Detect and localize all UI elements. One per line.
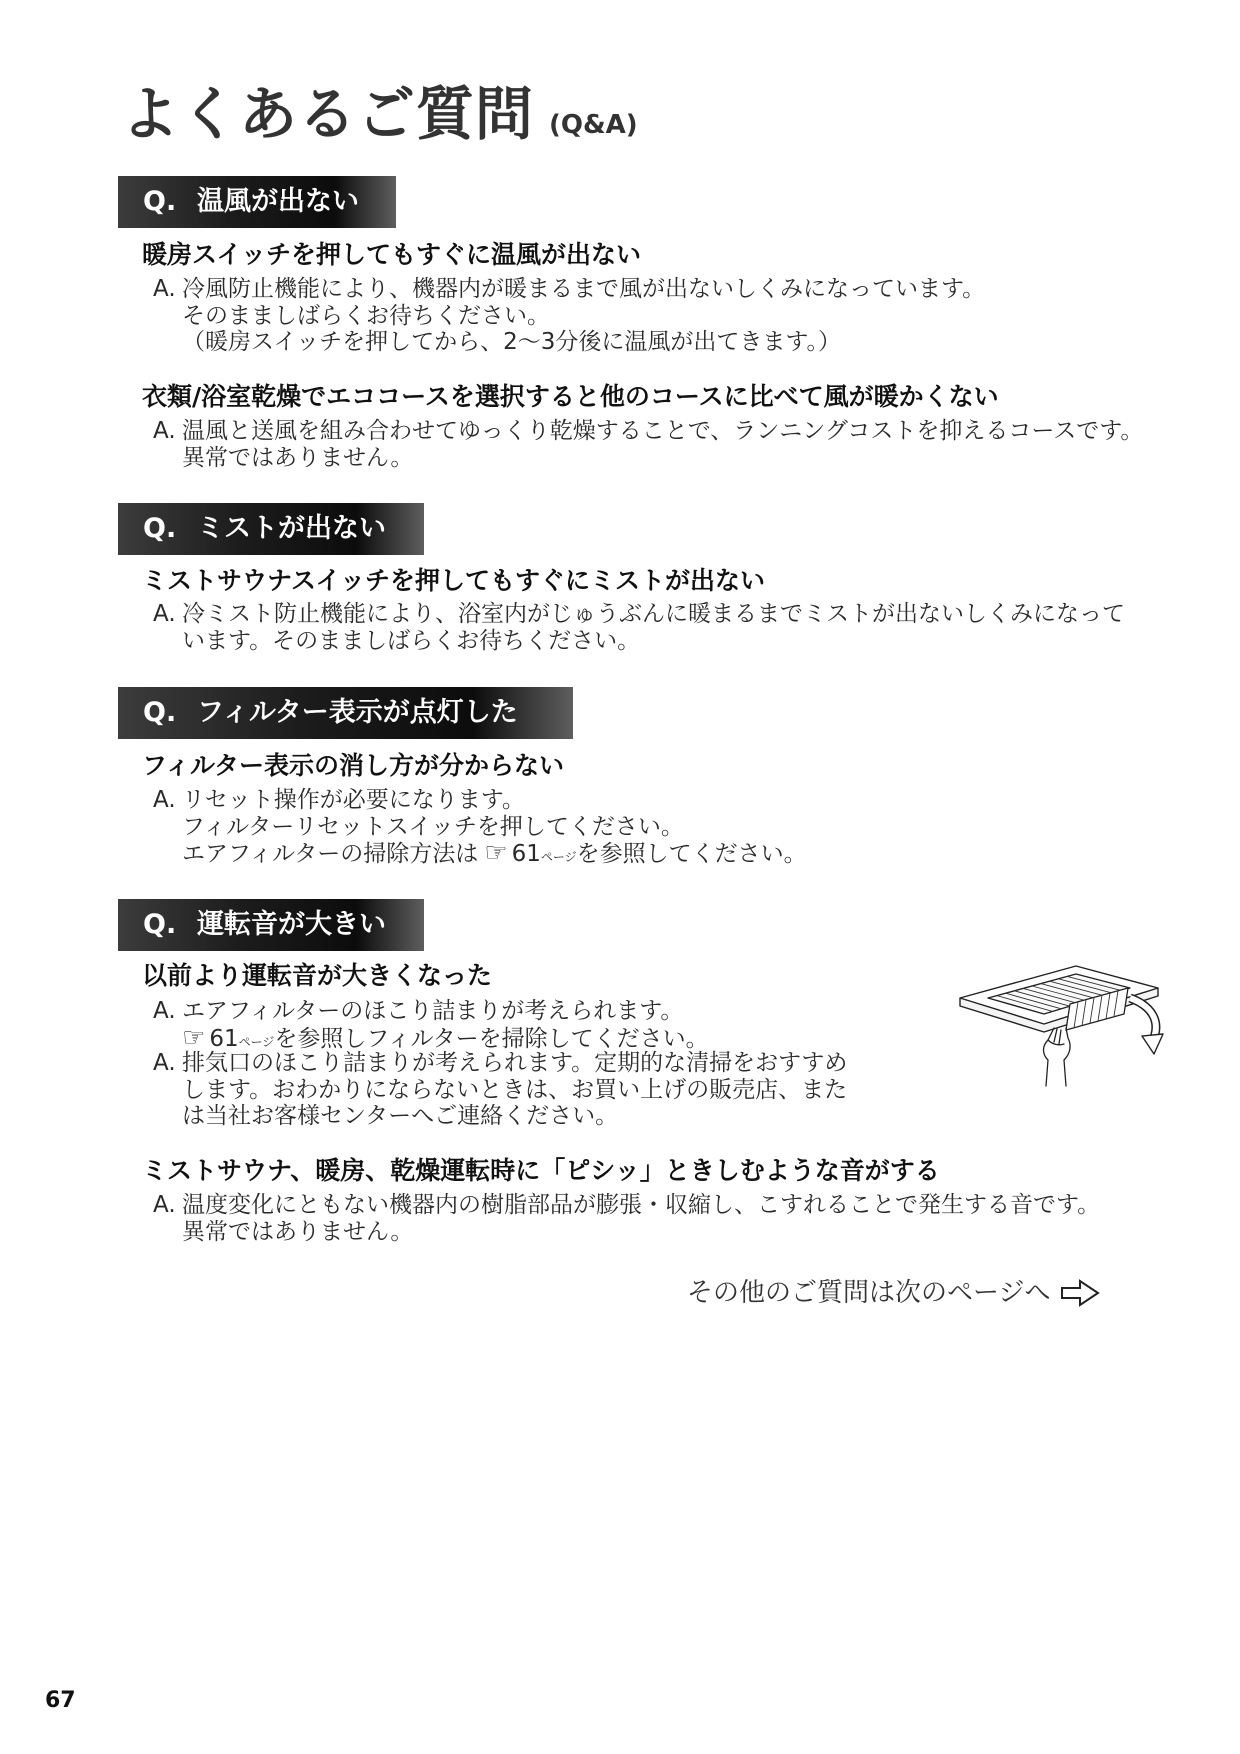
filter-removal-illustration <box>958 958 1168 1088</box>
answer-text <box>182 787 807 867</box>
pull-arrow <box>1130 998 1163 1054</box>
question-marker: Q. <box>143 186 177 217</box>
question-marker: Q. <box>143 697 177 728</box>
question-category-bar <box>118 503 424 555</box>
answer-text <box>182 1192 1100 1245</box>
answer-line: します。おわかりにならないときは、お買い上げの販売店、また <box>182 1076 848 1103</box>
question-category-bar <box>118 899 424 951</box>
answer-marker: A. <box>153 276 176 302</box>
reference-suffix: を参照しフィルターを掃除してください。 <box>274 1025 709 1052</box>
answer-marker: A. <box>153 1192 176 1218</box>
page-reference-line <box>182 840 807 867</box>
question-marker: Q. <box>143 513 177 544</box>
answer-line: そのまましばらくお待ちください。 <box>182 302 550 329</box>
reference-page-unit: ページ <box>238 1034 275 1049</box>
answer-line: リセット操作が必要になります。 <box>182 787 525 813</box>
answer-text <box>182 418 1143 471</box>
answer-text <box>182 1050 847 1130</box>
answer-line: 異常ではありません。 <box>182 1218 414 1245</box>
answer-line: は当社お客様センターへご連絡ください。 <box>182 1103 619 1129</box>
page-reference-line <box>182 1025 709 1052</box>
question-category-title: ミストが出ない <box>197 513 386 544</box>
right-arrow-icon <box>1060 1279 1100 1307</box>
answer-line: 温度変化にともない機器内の樹脂部品が膨張・収縮し、こすれることで発生する音です。 <box>182 1192 1101 1218</box>
question-marker: Q. <box>143 909 177 940</box>
reference-page-unit: ページ <box>540 850 577 864</box>
question-category-title: フィルター表示が点灯した <box>197 697 518 728</box>
answer-line: エアフィルターのほこり詰まりが考えられます。 <box>182 998 684 1024</box>
answer-marker: A. <box>153 787 176 813</box>
answer-line: 冷風防止機能により、機器内が暖まるまで風が出ないしくみになっています。 <box>182 276 986 302</box>
pointing-hand-icon <box>182 1025 205 1051</box>
next-page-note <box>687 1278 1100 1308</box>
ceiling-unit-panel <box>960 966 1158 1032</box>
answer-line: います。そのまましばらくお待ちください。 <box>182 627 641 654</box>
answer-text <box>182 276 985 356</box>
answer-marker: A. <box>153 1050 176 1076</box>
reference-page-number: 61 <box>511 841 541 867</box>
answer-line: 異常ではありません。 <box>182 444 414 471</box>
question-category-bar <box>118 687 573 739</box>
question-category-title: 温風が出ない <box>197 186 359 217</box>
question-category-bar <box>118 176 396 228</box>
question-heading: 暖房スイッチを押してもすぐに温風が出ない <box>142 240 642 269</box>
answer-marker: A. <box>153 998 176 1024</box>
answer-line: 排気口のほこり詰まりが考えられます。定期的な清掃をおすすめ <box>182 1050 848 1076</box>
reference-suffix: を参照してください。 <box>576 841 807 867</box>
reference-page-number: 61 <box>209 1025 239 1052</box>
reference-prefix: エアフィルターの掃除方法は <box>182 841 479 867</box>
page-title: よくあるご質問 <box>121 80 535 148</box>
page-number: 67 <box>45 1688 76 1713</box>
answer-marker: A. <box>153 601 176 627</box>
question-heading: フィルター表示の消し方が分からない <box>142 751 565 780</box>
answer-marker: A. <box>153 418 176 444</box>
answer-line: 冷ミスト防止機能により、浴室内がじゅうぶんに暖まるまでミストが出ないしくみになって <box>182 601 1125 627</box>
answer-text <box>182 998 709 1051</box>
answer-line: フィルターリセットスイッチを押してください。 <box>182 813 684 840</box>
hand <box>1044 1028 1071 1086</box>
question-heading: ミストサウナスイッチを押してもすぐにミストが出ない <box>142 566 766 595</box>
next-page-note-text: その他のご質問は次のページへ <box>687 1278 1051 1308</box>
question-heading: 衣類/浴室乾燥でエココースを選択すると他のコースに比べて風が暖かくない <box>142 382 999 411</box>
answer-line: （暖房スイッチを押してから、2〜3分後に温風が出てきます。） <box>182 329 842 355</box>
question-heading: ミストサウナ、暖房、乾燥運転時に「ピシッ」ときしむような音がする <box>142 1156 940 1185</box>
question-category-title: 運転音が大きい <box>197 909 386 940</box>
answer-text <box>182 601 1125 654</box>
page-title-suffix: (Q&A) <box>549 110 638 140</box>
question-heading: 以前より運転音が大きくなった <box>142 961 493 990</box>
answer-line: 温風と送風を組み合わせてゆっくり乾燥することで、ランニングコストを抑えるコースです。 <box>182 418 1144 444</box>
pointing-hand-icon <box>484 840 507 866</box>
